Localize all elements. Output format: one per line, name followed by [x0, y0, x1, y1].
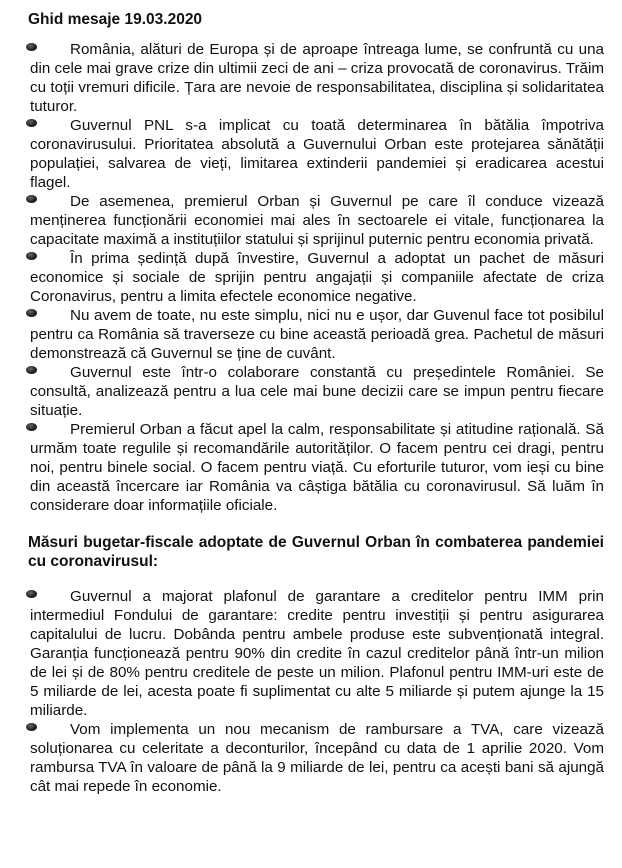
list-item	[22, 40, 604, 116]
item-text: Premierul Orban a făcut apel la calm, responsabilitate și atitudine rațională. Să urmăm toate regulile și recomandările autorităților. O facem pentru cei dragi, pentru noi, pentru binele social. O facem pentru viață. Cu eforturile tuturor, vom ieși cu bine din această încercare iar România va câștiga bătălia cu coronavirusul. Să luăm în considerare doar informațiile oficiale.	[30, 421, 604, 514]
bullet-icon	[26, 723, 37, 731]
item-text: Guvernul a majorat plafonul de garantare a creditelor pentru IMM prin intermediul Fondului de garantare: credite pentru investiții și pentru asigurarea capitalului de lucru. Dobânda pentru ambele produse este subvenționată integral. Garanția funcționează pentru 90% din credite în cazul creditelor până într-un milion de lei și de 80% pentru creditele de peste un milion. Plafonul pentru IMM-uri este de 5 miliarde de lei, acesta poate fi suplimentat cu alte 5 miliarde și putem ajunge la 15 miliarde.	[30, 588, 604, 719]
list-item	[22, 363, 604, 420]
list-item	[22, 306, 604, 363]
section-heading: Măsuri bugetar-fiscale adoptate de Guvernul Orban în combaterea pandemiei cu coronavirusul:	[28, 534, 604, 570]
item-text: Guvernul PNL s-a implicat cu toată determinarea în bătălia împotriva coronavirusului. Prioritatea absolută a Guvernului Orban este protejarea sănătății populației, salvarea de vieți, limitarea extinderii pandemiei și eradicarea acestui flagel.	[30, 117, 604, 191]
bullet-icon	[26, 119, 37, 127]
bullet-icon	[26, 590, 37, 598]
item-text: România, alături de Europa și de aproape întreaga lume, se confruntă cu una din cele mai grave crize din ultimii zeci de ani – criza provocată de coronavirus. Trăim cu toții vremuri dificile. Țara are nevoie de responsabilitatea, disciplina și solidaritatea tuturor.	[30, 41, 604, 115]
document-title: Ghid mesaje 19.03.2020	[28, 11, 203, 28]
list-item	[22, 720, 604, 796]
item-text: În prima ședință după învestire, Guvernul a adoptat un pachet de măsuri economice și sociale de sprijin pentru angajații și companiile afectate de criza Coronavirus, pentru a limita efectele economice negative.	[30, 250, 604, 305]
list-item	[22, 249, 604, 306]
section-messages	[22, 40, 604, 515]
list-item	[22, 192, 604, 249]
bullet-icon	[26, 252, 37, 260]
bullet-icon	[26, 309, 37, 317]
bullet-icon	[26, 423, 37, 431]
item-text: De asemenea, premierul Orban și Guvernul pe care îl conduce vizează menținerea funcționării economiei mai ales în sectoarele ei vitale, funcționarea la capacitate maximă a instituțiilor statului și sprijinul puternic pentru economia privată.	[30, 193, 604, 248]
section-measures	[22, 587, 604, 796]
list-item	[22, 420, 604, 515]
bullet-icon	[26, 43, 37, 51]
list-item	[22, 116, 604, 192]
item-text: Nu avem de toate, nu este simplu, nici nu e ușor, dar Guvenul face tot posibilul pentru ca România să traverseze cu bine această perioadă grea. Pachetul de măsuri demonstrează că Guvernul se ține de cuvânt.	[30, 307, 604, 362]
list-item	[22, 587, 604, 720]
item-text: Vom implementa un nou mecanism de rambursare a TVA, care vizează soluționarea cu celeritate a deconturilor, începând cu data de 1 aprilie 2020. Vom rambursa TVA în valoare de până la 9 miliarde de lei, pentru ca acești bani să ajungă cât mai repede în economie.	[30, 721, 604, 795]
bullet-icon	[26, 195, 37, 203]
item-text: Guvernul este într-o colaborare constantă cu președintele României. Se consultă, analizează pentru a lua cele mai bune decizii care se impun pentru fiecare situație.	[30, 364, 604, 419]
bullet-icon	[26, 366, 37, 374]
